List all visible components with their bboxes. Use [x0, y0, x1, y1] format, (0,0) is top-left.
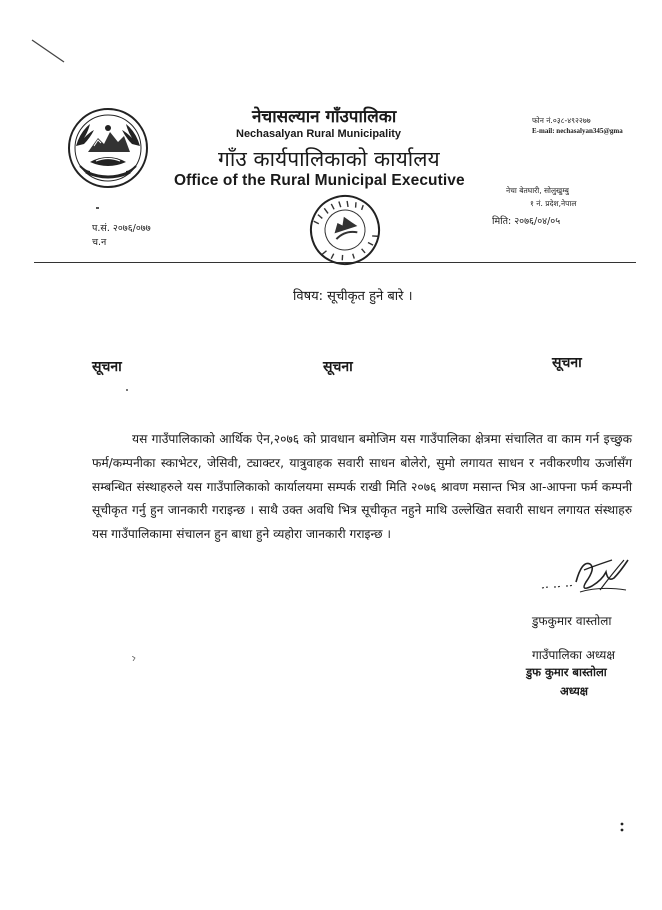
- address-line-2: १ नं. प्रदेश,नेपाल: [530, 199, 577, 208]
- name-seal: डुफ कुमार बास्तोला: [526, 665, 607, 679]
- scan-speck: [126, 389, 128, 391]
- reference-number: प.सं. २०७६/०७७: [92, 223, 151, 234]
- office-stamp: [290, 190, 400, 268]
- scan-mark: [28, 36, 68, 66]
- office-name-nepali: गाँउ कार्यपालिकाको कार्यालय: [218, 147, 440, 171]
- nepal-emblem-logo: [66, 106, 150, 190]
- municipality-name-nepali: नेचासल्यान गाँउपालिका: [252, 107, 397, 127]
- scan-speck: [620, 822, 624, 832]
- notice-body: यस गाउँपालिकाको आर्थिक ऐन,२०७६ को प्रावधान बमोजिम यस गाउँपालिका क्षेत्रमा संचालित वा काम गर्न इच्छुक फर्म/कम्पनीका स्काभेटर, जेसिवी, ट्याक्टर, यात्रुवाहक सवारी साधन बोलेरो, सुमो लगायत साधन र नवीकरणीय ऊर्जासँग सम्बन्धित संस्थाहरुले यस गाउँपालिकाको कार्यालयमा सम्पर्क राखी मिति २०७६ श्रावण मसान्त भित्र आ-आफ्ना फर्म कम्पनी सूचीकृत गर्नु हुन जानकारी गराइन्छ । साथै उक्त अवधि भित्र सूचीकृत नहुने माथि उल्लेखित सवारी साधन लगायत संस्थाहरु यस गाउँपालिकामा संचालन हुन बाधा हुने व्यहोरा जानकारी गराइन्छ ।: [92, 432, 632, 542]
- notice-heading-right: सूचना: [552, 355, 582, 371]
- signer-name: डुफकुमार वास्तोला: [532, 614, 612, 628]
- title-seal: अध्यक्ष: [560, 684, 589, 698]
- email-address: E-mail: nechasalyan345@gma: [532, 127, 623, 135]
- notice-heading-left: सूचना: [92, 359, 122, 375]
- office-name-english: Office of the Rural Municipal Executive: [174, 172, 465, 189]
- letter-date: मिति: २०७६/०४/०५: [492, 216, 561, 227]
- subject-line: विषय: सूचीकृत हुने बारे ।: [293, 289, 413, 304]
- notice-heading-center: सूचना: [323, 359, 353, 375]
- address-line-1: नेचा बेतघारी, सोलुखुम्बु: [506, 186, 569, 195]
- phone-number: फोन नं.०३८-४९२२७७: [532, 116, 591, 125]
- signer-title: गाउँपालिका अध्यक्ष: [532, 648, 615, 662]
- dispatch-number: च.न: [92, 237, 107, 248]
- municipality-name-english: Nechasalyan Rural Municipality: [236, 128, 402, 140]
- scan-speck: [96, 207, 99, 209]
- signature: [540, 552, 634, 600]
- scan-speck: [132, 656, 136, 661]
